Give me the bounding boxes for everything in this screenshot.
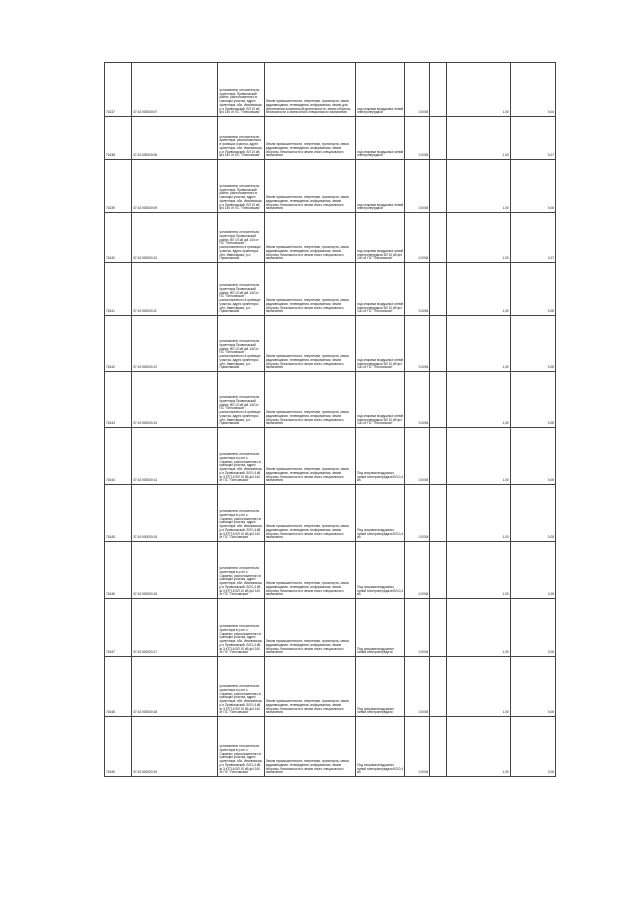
sum-cell: 0,06 bbox=[510, 316, 555, 372]
address-cell bbox=[218, 485, 264, 542]
empty-cell bbox=[430, 263, 447, 316]
table-row bbox=[105, 213, 556, 263]
plot-area: 0.0004 bbox=[405, 160, 430, 213]
address-text: установлено относительно ориентира, Приволжский район, расположенного в границах участка, адрес ориентира: обл. Ивановская, р-н Приволжский, ВЛ 10 кВ ф4 140 от ПС "Плесовская" bbox=[219, 88, 263, 115]
address-cell bbox=[218, 63, 264, 117]
address-text: установлено относительно ориентира, расположенного в границах участка, адрес ориентира: обл. Ивановская, р-н Приволжский, ВЛ 10 кВ ф4 140 от ПС "Плесовская" bbox=[219, 134, 263, 158]
plot-area: 0.0004 bbox=[405, 117, 430, 160]
address-text: установлено относительно ориентира Приволжский район, ВЛ 10 кВ ф4 140 от ПС "Плесовская", расположенного в границах участка, адрес ориентира: обл. Ивановская, р-н Приволжский bbox=[219, 283, 261, 314]
address-cell bbox=[218, 599, 264, 657]
address-cell bbox=[218, 117, 264, 160]
sum-cell: 0,05 bbox=[510, 428, 555, 485]
sum-cell: 0,06 bbox=[510, 263, 555, 316]
plot-area: 0.0004 bbox=[405, 372, 430, 428]
empty-cell bbox=[430, 485, 447, 542]
land-category: Земли промышленности, энергетики, транспорта, связи, радиовещания, телевидения, информатики, земли обороны, безопасности и земли иного специального назначения bbox=[264, 717, 355, 777]
sum-cell: 0,05 bbox=[510, 657, 555, 717]
sum-cell: 0,06 bbox=[510, 372, 555, 428]
address-cell bbox=[218, 263, 264, 316]
cadastral-number: 37:10:000000:08 bbox=[132, 117, 218, 160]
plot-area: 0.0004 bbox=[405, 485, 430, 542]
land-category: Земли промышленности, энергетики, транспорта, связи, радиовещания, телевидения, информатики, земли для обеспечения космической деятельности, земли обороны, безопасности и земли иного специального назначения bbox=[264, 63, 355, 117]
table-row bbox=[105, 542, 556, 599]
plot-area: 0.0004 bbox=[405, 657, 430, 717]
price-cell: 1,00 bbox=[447, 316, 510, 372]
permitted-use: под опорами воздушных линий электропередачи bbox=[356, 63, 405, 117]
permitted-use: Под опорами воздушных линий электропередачи ВЛ-0,4 кВ bbox=[356, 717, 405, 777]
sum-cell: 0,04 bbox=[510, 63, 555, 117]
address-cell bbox=[218, 213, 264, 263]
address-text: установлено относительно ориентира в р-не с. Сараево, расположенного в границах участка, адрес ориентира: обл. Ивановская, р-н Приволжский, ВЛ 0,4 кВ ф.3 КТП-6 ВЛ 10 кВ ф4 140 от ПС "Плесовская" bbox=[219, 566, 263, 597]
row-number: 71648 bbox=[105, 657, 132, 717]
price-cell: 1,00 bbox=[447, 117, 510, 160]
cadastral-number: 37:10:000000:19 bbox=[132, 717, 218, 777]
address-cell bbox=[218, 316, 264, 372]
row-number: 71643 bbox=[105, 372, 132, 428]
cadastral-number: 37:10:000000:14 bbox=[132, 428, 218, 485]
table-row bbox=[105, 657, 556, 717]
price-cell: 1,00 bbox=[447, 657, 510, 717]
cadastral-number: 37:10:000000:10 bbox=[132, 213, 218, 263]
permitted-use: Под опорами воздушных линий электропередачи bbox=[356, 599, 405, 657]
address-text: установлено относительно ориентира Приволжский район, ВЛ 10 кВ ф4 140 от ПС "Плесовская", расположенного в границах участка, адрес ориентира: обл. Ивановская, р-н Приволжский bbox=[219, 339, 261, 370]
permitted-use: Под опорами воздушных линий электропередачи ВЛ-0,4 кВ bbox=[356, 428, 405, 485]
sum-cell: 0,07 bbox=[510, 213, 555, 263]
row-number: 71649 bbox=[105, 717, 132, 777]
price-cell: 1,00 bbox=[447, 63, 510, 117]
address-text: установлено относительно ориентира в р-не с. Сараево, расположенного в границах участка, адрес ориентира: обл. Ивановская, р-н Приволжский, ВЛ 0,4 кВ ф.3 КТП-6 ВЛ 10 кВ ф4 140 от ПС "Плесовская" bbox=[219, 684, 263, 715]
table-row bbox=[105, 263, 556, 316]
row-number: 71640 bbox=[105, 213, 132, 263]
price-cell: 1,00 bbox=[447, 263, 510, 316]
row-number: 71637 bbox=[105, 63, 132, 117]
cadastral-number: 37:10:000000:07 bbox=[132, 63, 218, 117]
sum-cell: 0,05 bbox=[510, 599, 555, 657]
permitted-use: под опорами воздушных линий электропередачи bbox=[356, 160, 405, 213]
plot-area: 0.0004 bbox=[405, 316, 430, 372]
row-number: 71639 bbox=[105, 160, 132, 213]
land-category: Земли промышленности, энергетики, транспорта, связи, радиовещания, телевидения, информатики, земли обороны, безопасности и земли иного специального назначения bbox=[264, 316, 355, 372]
price-cell: 1,00 bbox=[447, 160, 510, 213]
price-cell: 1,00 bbox=[447, 542, 510, 599]
row-number: 71638 bbox=[105, 117, 132, 160]
plot-area: 0.0004 bbox=[405, 542, 430, 599]
row-number: 71644 bbox=[105, 428, 132, 485]
price-cell: 1,00 bbox=[447, 428, 510, 485]
plot-area: 0.0004 bbox=[405, 599, 430, 657]
address-text: установлено относительно ориентира, Приволжский район, расположенного в границах участка, адрес ориентира: обл. Ивановская, р-н Приволжский, ВЛ 10 кВ ф4 140 от ПС "Плесовская" bbox=[219, 184, 263, 211]
address-text: установлено относительно ориентира Приволжский район, ВЛ 10 кВ ф4 140 от ПС "Плесовская", расположенного в границах участка, адрес ориентира: обл. Ивановская, р-н Приволжский bbox=[219, 230, 261, 261]
empty-cell bbox=[430, 160, 447, 213]
cadastral-number: 37:10:000000:17 bbox=[132, 599, 218, 657]
empty-cell bbox=[430, 428, 447, 485]
permitted-use: под опорами воздушных линий электропередачи bbox=[356, 117, 405, 160]
price-cell: 1,00 bbox=[447, 213, 510, 263]
sum-cell: 0,06 bbox=[510, 160, 555, 213]
price-cell: 1,00 bbox=[447, 599, 510, 657]
plot-area: 0.0004 bbox=[405, 428, 430, 485]
table-row bbox=[105, 63, 556, 117]
address-cell bbox=[218, 428, 264, 485]
cadastral-number: 37:10:000000:12 bbox=[132, 316, 218, 372]
land-category: Земли промышленности, энергетики, транспорта, связи, радиовещания, телевидения, информатики, земли обороны, безопасности и земли иного специального назначения bbox=[264, 263, 355, 316]
cadastral-number: 37:10:000000:15 bbox=[132, 485, 218, 542]
plot-area: 0.0004 bbox=[405, 63, 430, 117]
table-row bbox=[105, 117, 556, 160]
sum-cell: 0,05 bbox=[510, 485, 555, 542]
land-category: Земли промышленности, энергетики, транспорта, связи, радиовещания, телевидения, информатики, земли обороны, безопасности и земли иного специального назначения bbox=[264, 428, 355, 485]
address-text: установлено относительно ориентира Приволжский район, ВЛ 10 кВ ф4 140 от ПС "Плесовская", расположенного в границах участка, адрес ориентира: обл. Ивановская, р-н Приволжский bbox=[219, 395, 261, 426]
plot-area: 0.0004 bbox=[405, 717, 430, 777]
cadastral-number: 37:10:000000:16 bbox=[132, 542, 218, 599]
sum-cell: 0,05 bbox=[510, 542, 555, 599]
address-cell bbox=[218, 717, 264, 777]
permitted-use: Под опорами воздушных линий электропередачи bbox=[356, 657, 405, 717]
land-category: Земли промышленности, энергетики, транспорта, связи, радиовещания, телевидения, информатики, земли обороны, безопасности и земли иного специального назначения bbox=[264, 372, 355, 428]
row-number: 71642 bbox=[105, 316, 132, 372]
address-text: установлено относительно ориентира в р-не с. Сараево, расположенного в границах участка, адрес ориентира: обл. Ивановская, р-н Приволжский, ВЛ 0,4 кВ ф.3 КТП-6 ВЛ 10 кВ ф4 140 от ПС "Плесовская" bbox=[219, 744, 263, 775]
sum-cell: 0,07 bbox=[510, 117, 555, 160]
plot-area: 0.0004 bbox=[405, 213, 430, 263]
empty-cell bbox=[430, 717, 447, 777]
empty-cell bbox=[430, 657, 447, 717]
permitted-use: под опорами воздушных линий электропередачи ВЛ 10 кВ ф4 140 от ПС "Плесовская" bbox=[356, 372, 405, 428]
empty-cell bbox=[430, 372, 447, 428]
address-text: установлено относительно ориентира в р-не с. Сараево, расположенного в границах участка, адрес ориентира: обл. Ивановская, р-н Приволжский, ВЛ 0,4 кВ ф.3 КТП-6 ВЛ 10 кВ ф4 140 от ПС "Плесовская" bbox=[219, 624, 263, 655]
table-row bbox=[105, 428, 556, 485]
price-cell: 1,00 bbox=[447, 485, 510, 542]
empty-cell bbox=[430, 542, 447, 599]
price-cell: 1,00 bbox=[447, 372, 510, 428]
land-category: Земли промышленности, энергетики, транспорта, связи, радиовещания, телевидения, информатики, земли обороны, безопасности и земли иного специального назначения bbox=[264, 213, 355, 263]
land-category: Земли промышленности, энергетики, транспорта, связи, радиовещания, телевидения, информатики, земли обороны, безопасности и земли иного специального назначения bbox=[264, 117, 355, 160]
land-category: Земли промышленности, энергетики, транспорта, связи, радиовещания, телевидения, информатики, земли обороны, безопасности и земли иного специального назначения bbox=[264, 542, 355, 599]
address-text: установлено относительно ориентира в р-не с. Сараево, расположенного в границах участка, адрес ориентира: обл. Ивановская, р-н Приволжский, ВЛ 0,4 кВ ф.3 КТП-6 ВЛ 10 кВ ф4 140 от ПС "Плесовская" bbox=[219, 452, 263, 483]
permitted-use: Под опорами воздушных линий электропередачи ВЛ-0,4 кВ bbox=[356, 485, 405, 542]
permitted-use: под опорами воздушных линий электропередачи ВЛ 10 кВ ф4 140 от ПС "Плесовская" bbox=[356, 213, 405, 263]
land-category: Земли промышленности, энергетики, транспорта, связи, радиовещания, телевидения, информатики, земли обороны, безопасности и земли иного специального назначения bbox=[264, 599, 355, 657]
permitted-use: Под опорами воздушных линий электропередачи ВЛ-0,4 кВ bbox=[356, 542, 405, 599]
table-row bbox=[105, 316, 556, 372]
row-number: 71646 bbox=[105, 542, 132, 599]
address-cell bbox=[218, 657, 264, 717]
land-category: Земли промышленности, энергетики, транспорта, связи, радиовещания, телевидения, информатики, земли обороны, безопасности и земли иного специального назначения bbox=[264, 485, 355, 542]
permitted-use: под опорами воздушных линий электропередачи ВЛ 10 кВ ф4 140 от ПС "Плесовская" bbox=[356, 263, 405, 316]
row-number: 71647 bbox=[105, 599, 132, 657]
empty-cell bbox=[430, 213, 447, 263]
empty-cell bbox=[430, 117, 447, 160]
row-number: 71645 bbox=[105, 485, 132, 542]
land-plot-table bbox=[104, 62, 556, 777]
address-cell bbox=[218, 372, 264, 428]
land-category: Земли промышленности, энергетики, транспорта, связи, радиовещания, телевидения, информатики, земли обороны, безопасности и земли иного специального назначения bbox=[264, 160, 355, 213]
cadastral-number: 37:10:000000:11 bbox=[132, 263, 218, 316]
empty-cell bbox=[430, 63, 447, 117]
cadastral-number: 37:10:000000:13 bbox=[132, 372, 218, 428]
table-row bbox=[105, 160, 556, 213]
table-row bbox=[105, 485, 556, 542]
table-row bbox=[105, 599, 556, 657]
permitted-use: под опорами воздушных линий электропередачи ВЛ 10 кВ ф4 140 от ПС "Плесовская" bbox=[356, 316, 405, 372]
address-text: установлено относительно ориентира в р-не с. Сараево, расположенного в границах участка, адрес ориентира: обл. Ивановская, р-н Приволжский, ВЛ 0,4 кВ ф.3 КТП-6 ВЛ 10 кВ ф4 140 от ПС "Плесовская" bbox=[219, 509, 263, 540]
price-cell: 1,00 bbox=[447, 717, 510, 777]
empty-cell bbox=[430, 316, 447, 372]
row-number: 71641 bbox=[105, 263, 132, 316]
empty-cell bbox=[430, 599, 447, 657]
table-row bbox=[105, 717, 556, 777]
sum-cell: 0,05 bbox=[510, 717, 555, 777]
land-category: Земли промышленности, энергетики, транспорта, связи, радиовещания, телевидения, информатики, земли обороны, безопасности и земли иного специального назначения bbox=[264, 657, 355, 717]
address-cell bbox=[218, 160, 264, 213]
address-cell bbox=[218, 542, 264, 599]
cadastral-number: 37:10:000000:09 bbox=[132, 160, 218, 213]
cadastral-number: 37:10:000000:18 bbox=[132, 657, 218, 717]
plot-area: 0.0004 bbox=[405, 263, 430, 316]
table-row bbox=[105, 372, 556, 428]
